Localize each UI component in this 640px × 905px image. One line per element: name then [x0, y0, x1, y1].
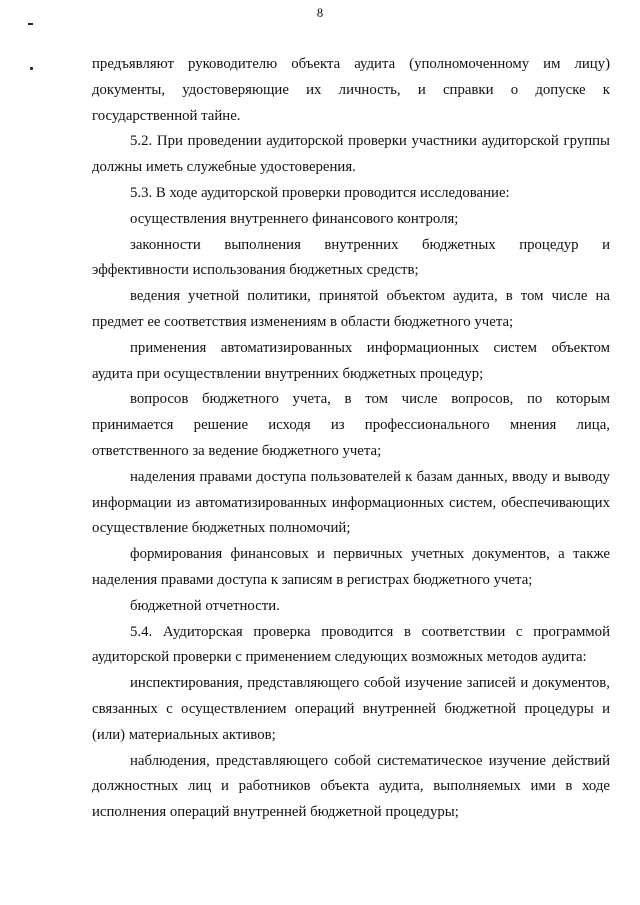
paragraph: применения автоматизированных информационных систем объектом аудита при осуществлении внутренних бюджетных процедур; — [92, 339, 610, 382]
paragraph: 5.2. При проведении аудиторской проверки участники аудиторской группы должны иметь служебные удостоверения. — [92, 133, 610, 176]
paragraph: 5.4. Аудиторская проверка проводится в соответствии с программой аудиторской проверки с применением следующих возможных методов аудита: — [92, 623, 610, 666]
paragraph: инспектирования, представляющего собой изучение записей и документов, связанных с осуществлением операций внутренней бюджетной процедуры и (или) материальных активов; — [92, 675, 610, 743]
paragraph: ведения учетной политики, принятой объектом аудита, в том числе на предмет ее соответствия изменениям в области бюджетного учета; — [92, 288, 610, 330]
paragraph: предъявляют руководителю объекта аудита (уполномоченному им лицу) документы, удостоверяющие их личность, и справки о допуске к государственной тайне. — [92, 56, 610, 124]
paragraph: законности выполнения внутренних бюджетных процедур и эффективности использования бюджетных средств; — [92, 236, 610, 279]
paragraph: бюджетной отчетности. — [130, 597, 280, 614]
paragraph: 5.3. В ходе аудиторской проверки проводится исследование: — [130, 184, 510, 201]
paragraph: вопросов бюджетного учета, в том числе вопросов, по которым принимается решение исходя из профессионального мнения лица, ответственного за ведение бюджетного учета; — [92, 391, 610, 459]
scan-mark — [28, 23, 33, 25]
paragraph: формирования финансовых и первичных учетных документов, а также наделения правами доступа к записям в регистрах бюджетного учета; — [92, 546, 610, 588]
paragraph: наделения правами доступа пользователей к базам данных, вводу и выводу информации из автоматизированных информационных систем, обеспечивающих осуществление бюджетных полномочий; — [92, 468, 610, 537]
scan-mark — [30, 67, 33, 70]
paragraph: наблюдения, представляющего собой систематическое изучение действий должностных лиц и работников объекта аудита, выполняемых ими в ходе исполнения операций внутренней бюджетной процедуры; — [92, 752, 610, 821]
page-number: 8 — [316, 6, 324, 20]
paragraph: осуществления внутреннего финансового контроля; — [130, 210, 459, 227]
document-body — [92, 52, 610, 826]
